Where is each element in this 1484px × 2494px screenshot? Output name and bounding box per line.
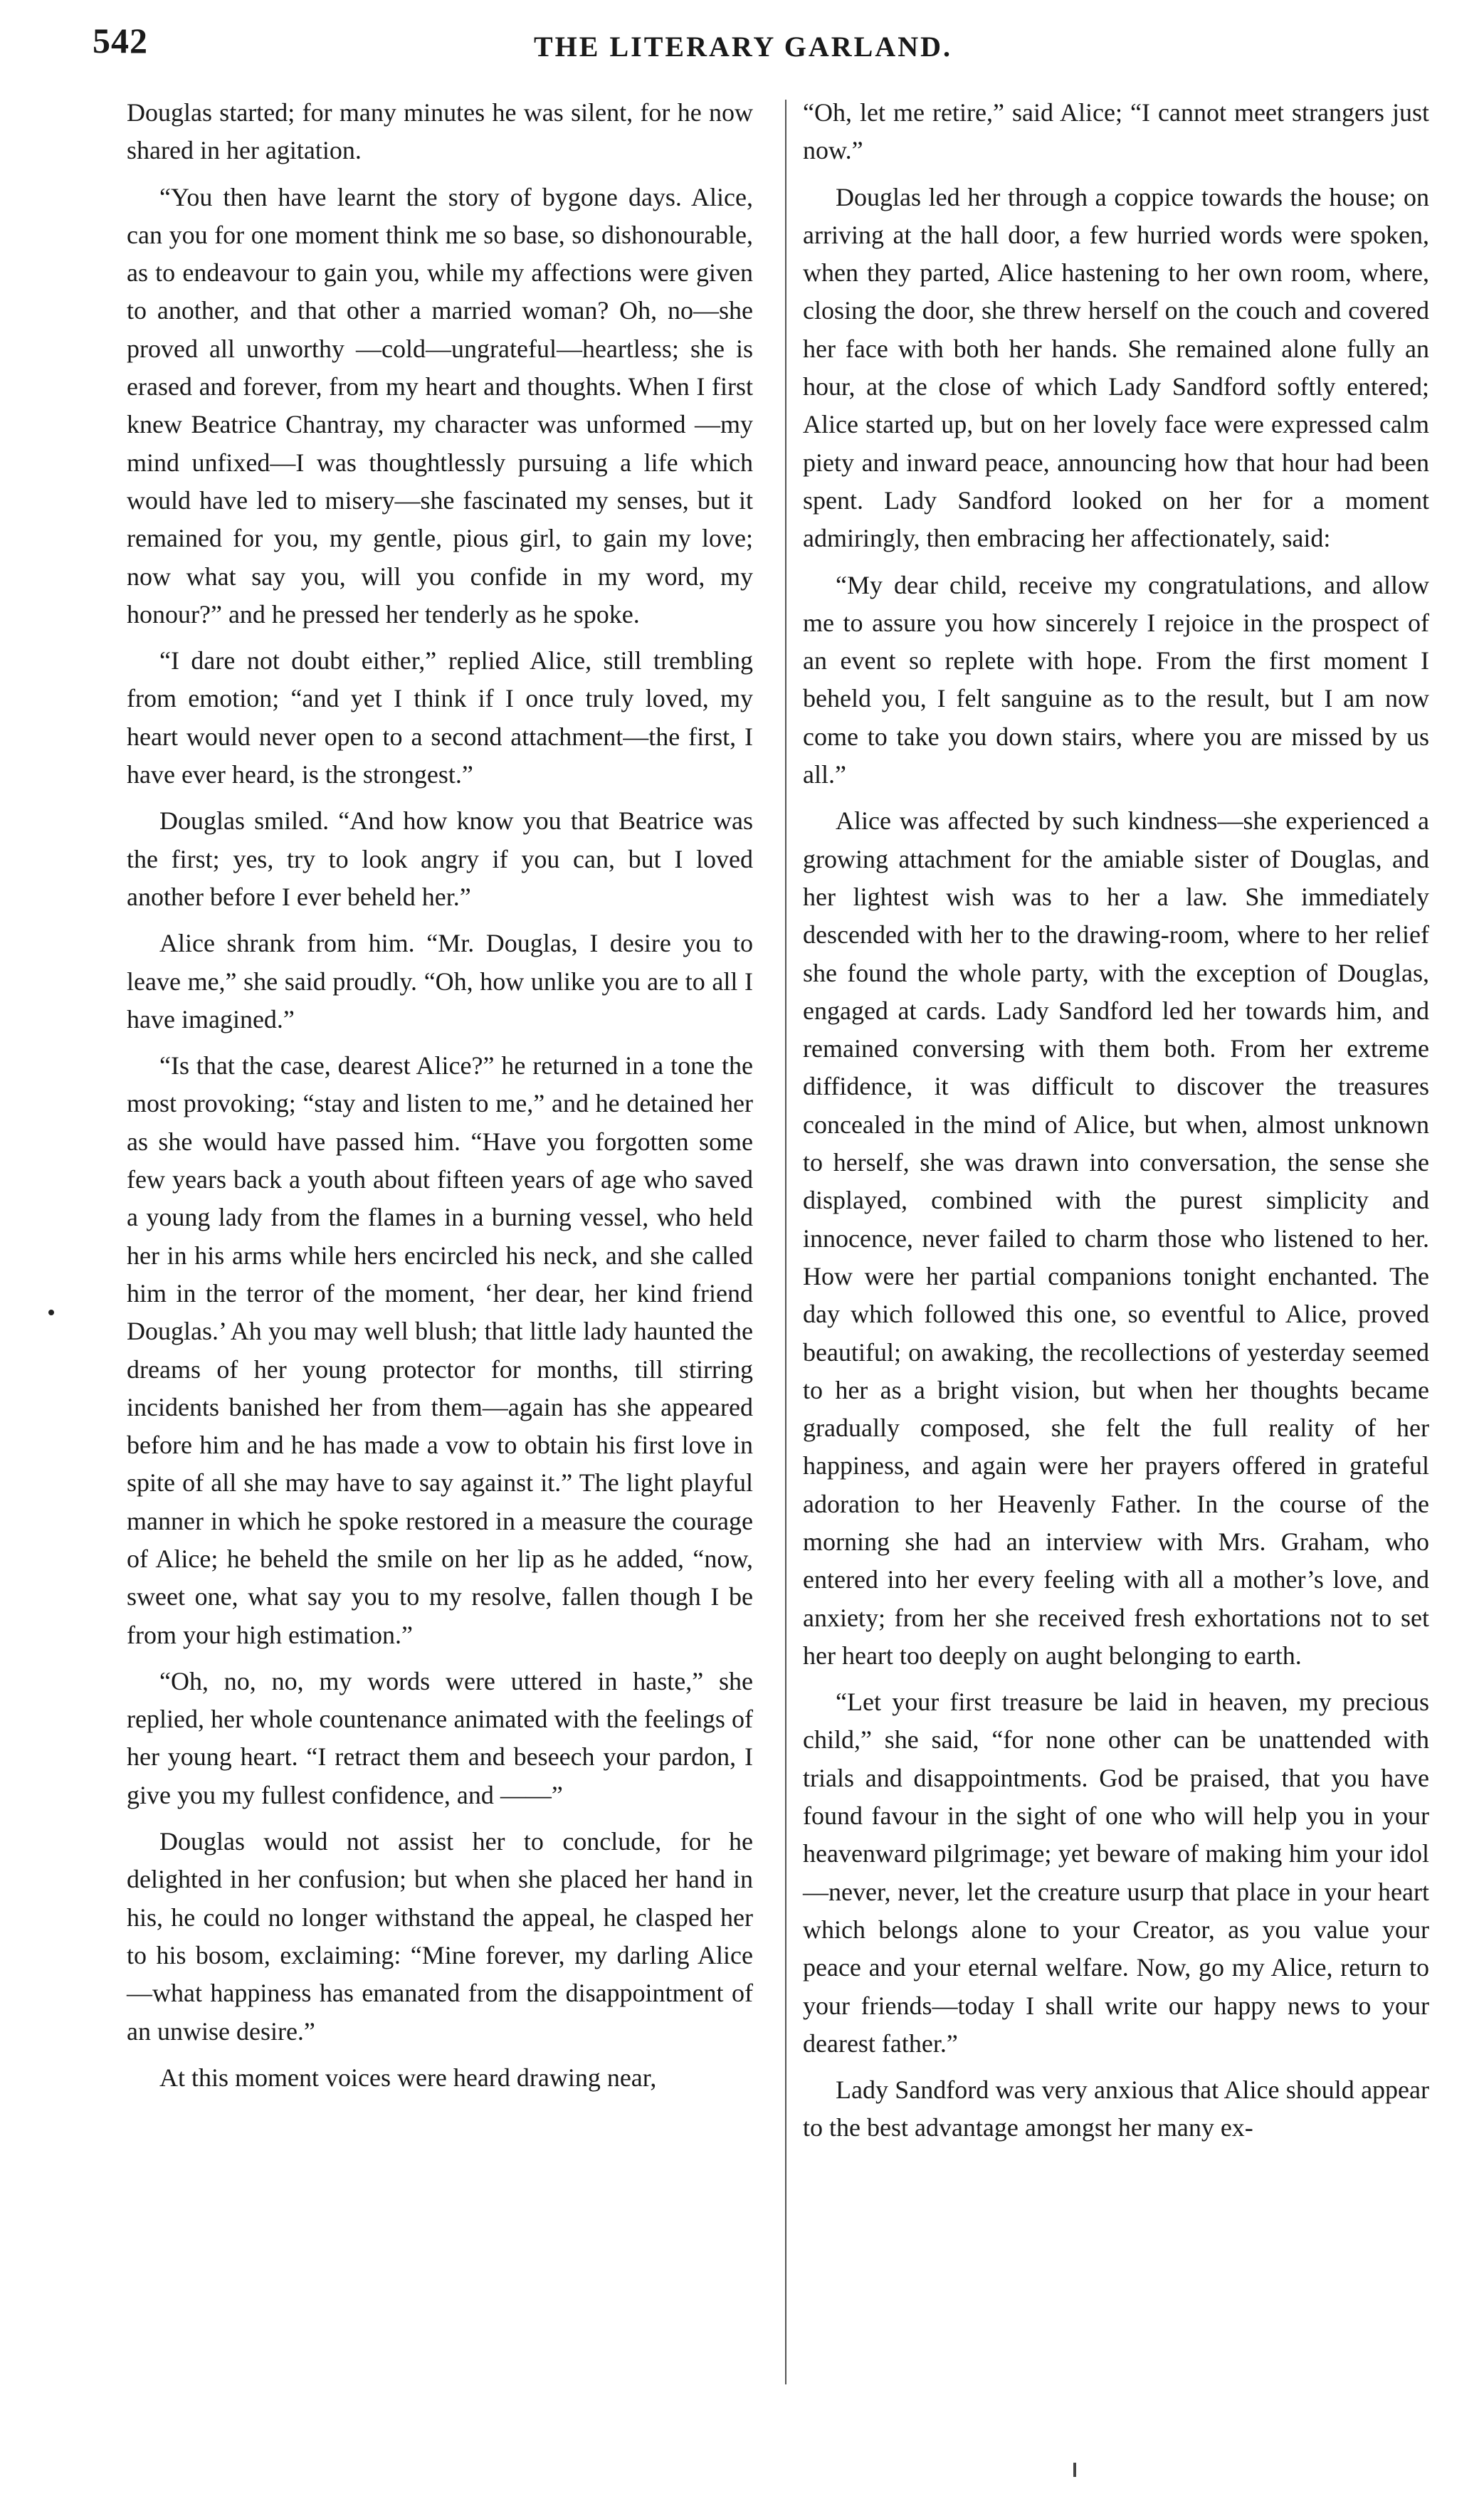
paragraph: Douglas would not assist her to conclude, for he delighted in her confusion; but when she placed her hand in his, he could no longer withstand the appeal, he clasped her to his bosom, exclaiming: “Mine forever, my darling Alice—what happiness has emanated from the disappointment of an unwise desire.” xyxy=(127,1827,753,2046)
column-divider xyxy=(785,100,786,2384)
page-header xyxy=(93,20,1445,84)
running-title: THE LITERARY GARLAND. xyxy=(534,31,952,63)
paragraph: “You then have learnt the story of bygone days. Alice, can you for one moment think me so base, so dishonourable, as to endeavour to gain you, while my affections were given to another, and that other a married woman? Oh, no—she proved all unworthy —cold—ungrateful—heartless; she is erased and forever, from my heart and thoughts. When I first knew Beatrice Chantray, my character was unformed —my mind unfixed—I was thoughtlessly pursuing a life which would have led to misery—she fascinated my senses, but it remained for you, my gentle, pious girl, to gain my love; now what say you, will you confide in my word, my honour?” and he pressed her tenderly as he spoke. xyxy=(127,182,753,628)
paragraph: Douglas smiled. “And how know you that Beatrice was the first; yes, try to look angry if you can, but I loved another before I ever beheld her.” xyxy=(127,806,753,911)
page-number: 542 xyxy=(93,21,148,60)
ink-mark xyxy=(1073,2463,1076,2477)
paragraph: “My dear child, receive my congratulations, and allow me to assure you how sincerely I rejoice in the prospect of an event so replete with hope. From the first moment I beheld you, I felt sanguine as to the result, but I am now come to take you down stairs, where you are missed by us all.” xyxy=(803,570,1429,789)
paragraph: Alice was affected by such kindness—she experienced a growing attachment for the amiable sister of Douglas, and her lightest wish was to her a law. She immediately descended with her to the drawing-room, where to her relief she found the whole party, with the exception of Douglas, engaged at cards. Lady Sandford led her towards him, and remained conversing with them both. From her extreme diffidence, it was difficult to discover the treasures concealed in the mind of Alice, but when, almost unknown to herself, she was drawn into conversation, the sense she displayed, combined with the purest simplicity and innocence, never failed to charm those who listened to her. How were her partial companions tonight enchanted. The day which followed this one, so eventful to Alice, proved beautiful; on awaking, the recollections of yesterday seemed to her as a bright vision, but when her thoughts became gradually composed, she felt the full reality of her happiness, and again were her prayers offered in grateful adoration to her Heavenly Father. In the course of the morning she had an interview with Mrs. Graham, who entered into her every feeling with all a mother’s love, and anxiety; from her she received fresh exhortations not to set her heart too deeply on aught belonging to earth. xyxy=(803,806,1429,1670)
paragraph: “Oh, no, no, my words were uttered in haste,” she replied, her whole countenance animated with the feelings of her young heart. “I retract them and beseech your pardon, I give you my fullest confidence, and ——” xyxy=(127,1666,753,1809)
paragraph: Douglas started; for many minutes he was silent, for he now shared in her agitation. xyxy=(127,98,753,165)
paragraph: Lady Sandford was very anxious that Alice should appear to the best advantage amongst her many ex- xyxy=(803,2075,1429,2142)
paragraph: “Let your first treasure be laid in heaven, my precious child,” she said, “for none other can be unattended with trials and disappointments. God be praised, that you have found favour in the sight of one who will help you in your heavenward pilgrimage; yet beware of making him your idol—never, never, let the creature usurp that place in your heart which belongs alone to your Creator, as you value your peace and your eternal welfare. Now, go my Alice, return to your friends—today I shall write our happy news to your dearest father.” xyxy=(803,1688,1429,2058)
ink-speck xyxy=(48,1310,54,1315)
paragraph: “Is that the case, dearest Alice?” he returned in a tone the most provoking; “stay and listen to me,” and he detained her as she would have passed him. “Have you forgotten some few years back a youth about fifteen years of age who saved a young lady from the flames in a burning vessel, who held her in his arms while hers encircled his neck, and she called him in the terror of the moment, ‘her dear, her kind friend Douglas.’ Ah you may well blush; that little lady haunted the dreams of her young protector for months, till stirring incidents banished her from them—again has she appeared before him and he has made a vow to obtain his first love in spite of all she may have to say against it.” The light playful manner in which he spoke restored in a measure the courage of Alice; he beheld the smile on her lip as he added, “now, sweet one, what say you to my resolve, fallen though I be from your high estimation.” xyxy=(127,1051,753,1649)
left-column xyxy=(127,94,753,2105)
paragraph: At this moment voices were heard drawing near, xyxy=(159,2063,657,2092)
right-column xyxy=(803,94,1429,2156)
paragraph: “I dare not doubt either,” replied Alice, still trembling from emotion; “and yet I think if I once truly loved, my heart would never open to a second attachment—the first, I have ever heard, is the strongest.” xyxy=(127,646,753,789)
paragraph: Alice shrank from him. “Mr. Douglas, I desire you to leave me,” she said proudly. “Oh, how unlike you are to all I have imagined.” xyxy=(127,929,753,1033)
paragraph: Douglas led her through a coppice towards the house; on arriving at the hall door, a few hurried words were spoken, when they parted, Alice hastening to her own room, where, closing the door, she threw herself on the couch and covered her face with both her hands. She remained alone fully an hour, at the close of which Lady Sandford softly entered; Alice started up, but on her lovely face were expressed calm piety and inward peace, announcing how that hour had been spent. Lady Sandford looked on her for a moment admiringly, then embracing her affectionately, said: xyxy=(803,182,1429,553)
paragraph: “Oh, let me retire,” said Alice; “I cannot meet strangers just now.” xyxy=(803,98,1429,165)
